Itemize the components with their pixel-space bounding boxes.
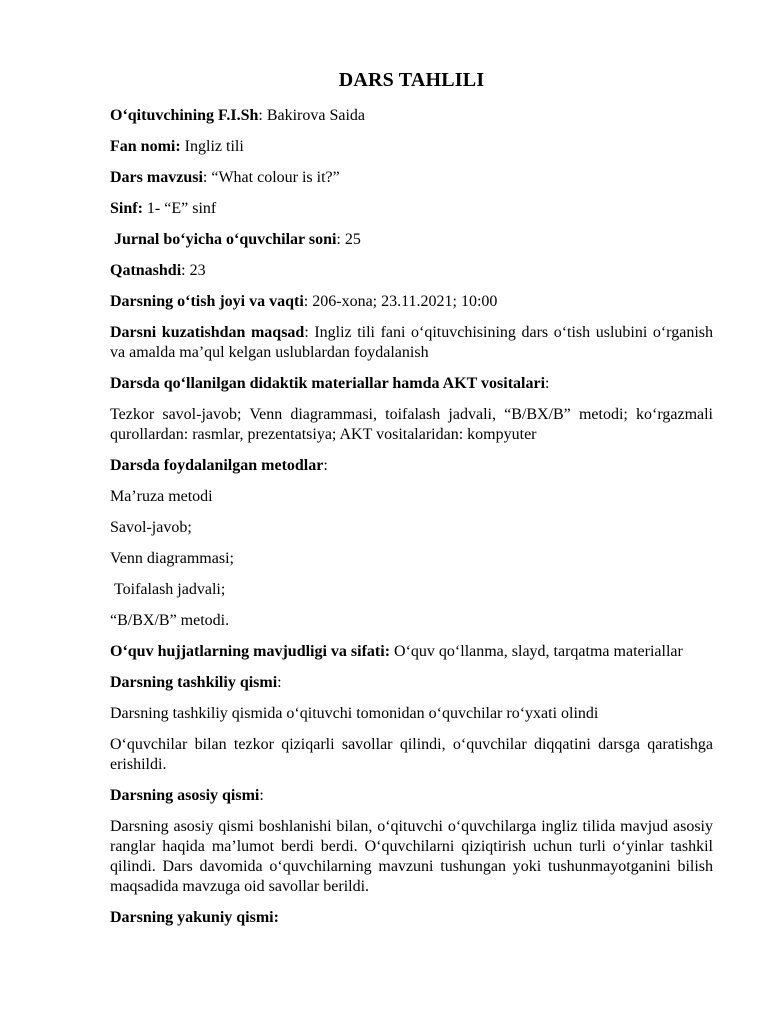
field-label: O‘qituvchining F.I.Sh: [110, 107, 259, 124]
field-label: Darsni kuzatishdan maqsad: [110, 324, 305, 341]
field-purpose: [110, 323, 713, 363]
field-place-time: [110, 292, 713, 312]
field-sep: :: [304, 324, 315, 341]
method-item: Savol-javob;: [110, 519, 192, 536]
didactic-text: Tezkor savol-javob; Venn diagrammasi, toifalash jadvali, “B/BX/B” metodi; ko‘rgazmali qurollardan: rasmlar, prezentatsiya; AKT vositalaridan: kompyuter: [110, 406, 713, 443]
field-label: Dars mavzusi: [110, 169, 203, 186]
field-sep: :: [181, 262, 190, 279]
section-heading-methods: [110, 456, 713, 476]
field-sep: :: [258, 107, 267, 124]
field-value: 1- “E” sinf: [146, 200, 217, 217]
field-label: O‘quv hujjatlarning mavjudligi va sifati:: [110, 643, 391, 660]
section-heading-didactic: [110, 374, 713, 394]
section-heading-main: [110, 786, 713, 806]
field-attended: [110, 261, 713, 281]
heading-text: Darsning tashkiliy qismi: [110, 674, 278, 691]
field-topic: [110, 168, 713, 188]
field-value: Bakirova Saida: [266, 107, 366, 124]
main-text: Darsning asosiy qismi boshlanishi bilan, o‘qituvchi o‘quvchilarga ingliz tilida mavjud asosiy ranglar haqida ma’lumot berdi berdi. O‘quvchilarni qiziqtirish uchun turli o‘yinlar tashkil qilindi. Dars davomida o‘quvchilarning mavzuni tushungan yoki tushunmayotganini bilish maqsadida mavzuga oid savollar berildi.: [110, 818, 713, 895]
heading-colon: :: [545, 375, 550, 392]
section-heading-org: [110, 673, 713, 693]
field-value: Ingliz tili: [184, 138, 244, 155]
method-item: Ma’ruza metodi: [110, 488, 213, 505]
field-value: 25: [344, 231, 361, 248]
field-value: 23: [189, 262, 206, 279]
field-class: [110, 199, 713, 219]
field-teacher: [110, 106, 713, 126]
heading-colon: :: [259, 787, 264, 804]
field-label: Jurnal bo‘yicha o‘quvchilar soni: [114, 231, 337, 248]
heading-text: Darsning asosiy qismi: [110, 787, 260, 804]
field-label: Darsning o‘tish joyi va vaqti: [110, 293, 304, 310]
heading-text: Darsda qo‘llanilgan didaktik materiallar hamda AKT vositalari: [110, 375, 546, 392]
field-label: Sinf:: [110, 200, 143, 217]
method-item: Toifalash jadvali;: [114, 581, 226, 598]
heading-colon: :: [277, 674, 282, 691]
field-sep: :: [303, 293, 313, 310]
field-label: Fan nomi:: [110, 138, 181, 155]
field-student-count: [110, 230, 713, 250]
document-title: DARS TAHLILI: [338, 69, 485, 91]
field-value: “What colour is it?”: [211, 169, 340, 186]
heading-colon: :: [323, 457, 328, 474]
heading-text: Darsda foydalanilgan metodlar: [110, 457, 324, 474]
method-item: “B/BX/B” metodi.: [110, 612, 230, 629]
field-documents: [110, 642, 713, 662]
field-sep: :: [336, 231, 345, 248]
field-subject: [110, 137, 713, 157]
field-label: Qatnashdi: [110, 262, 182, 279]
org-text-2: O‘quvchilar bilan tezkor qiziqarli savollar qilindi, o‘quvchilar diqqatini darsga qaratishga erishildi.: [110, 736, 713, 773]
section-heading-final: Darsning yakuniy qismi:: [110, 909, 279, 926]
field-value: Ingliz tili fani o‘qituvchisining dars o‘tish uslubini o‘rganish va amalda ma’qul kelgan uslublardan foydalanish: [110, 324, 713, 361]
field-value: 206-xona; 23.11.2021; 10:00: [312, 293, 498, 310]
field-sep: :: [202, 169, 212, 186]
field-value: O‘quv qo‘llanma, slayd, tarqatma materiallar: [394, 643, 683, 660]
org-text-1: Darsning tashkiliy qismida o‘qituvchi tomonidan o‘quvchilar ro‘yxati olindi: [110, 705, 599, 722]
method-item: Venn diagrammasi;: [110, 550, 234, 567]
